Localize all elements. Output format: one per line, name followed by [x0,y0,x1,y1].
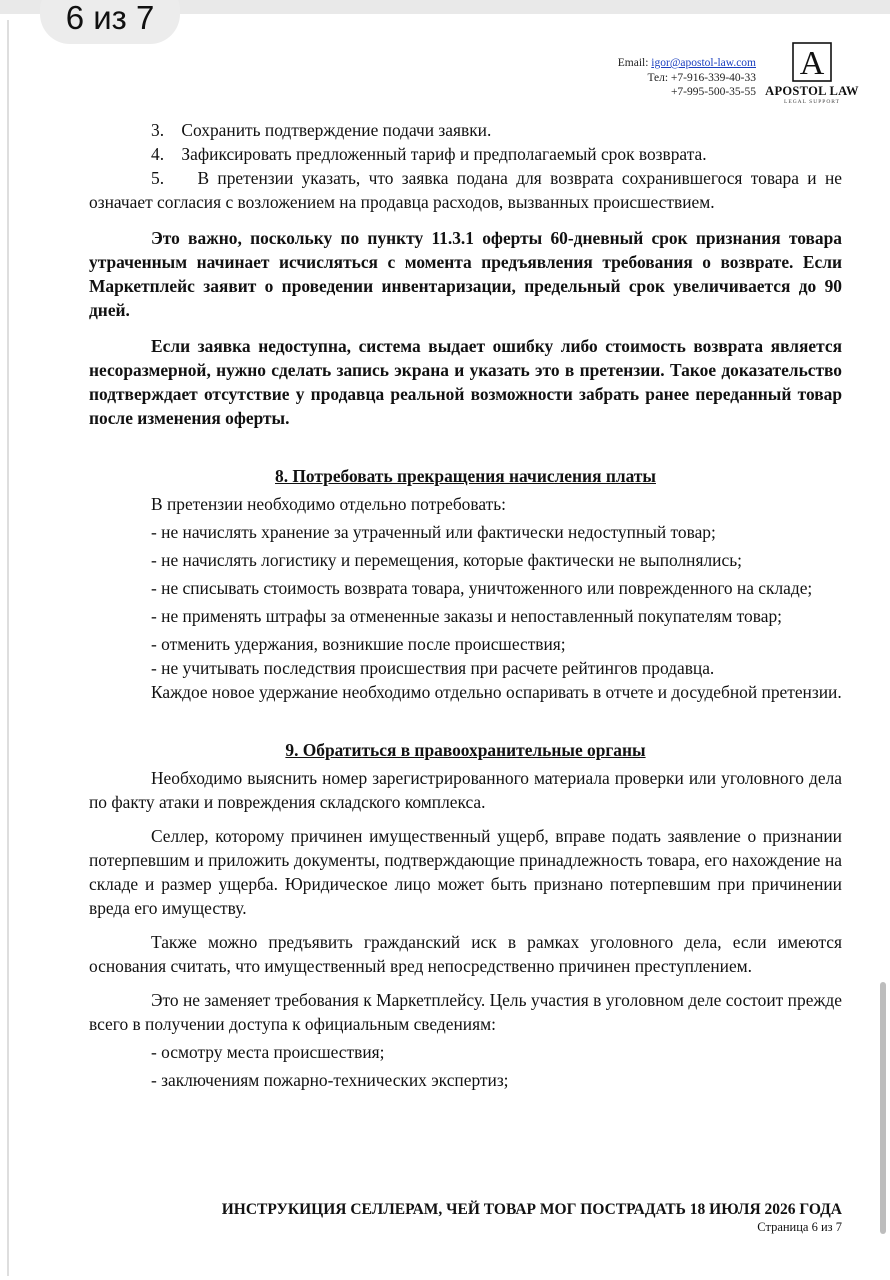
section-8-item: - не учитывать последствия происшествия при расчете рейтингов продавца. [151,658,715,678]
section-9-item: - заключениям пожарно-технических экспертиз; [151,1070,509,1090]
logo-mark-icon [792,42,832,82]
important-note: Это важно, поскольку по пункту 11.3.1 оферты 60-дневный срок признания товара утраченным начинает исчисляться с момента предъявления требования о возврате. Если Маркетплейс заявит о проведении инвентаризации, предельный срок увеличивается до 90 дней. [89,228,842,320]
scrollbar-thumb[interactable] [880,982,886,1234]
step-3: 3. Сохранить подтверждение подачи заявки. [151,120,492,140]
section-8-item: - не начислять хранение за утраченный или фактически недоступный товар; [151,522,716,542]
section-9-paragraph: Также можно предъявить гражданский иск в рамках уголовного дела, если имеются основания считать, что имущественный вред непосредственно причинен преступлением. [89,932,842,976]
step-5: 5. В претензии указать, что заявка подана для возврата сохранившегося товара и не означает согласия с возложением на продавца расходов, вызванных происшествием. [89,168,842,212]
unavailable-note: Если заявка недоступна, система выдает ошибку либо стоимость возврата является несоразмерной, нужно сделать запись экрана и указать это в претензии. Такое доказательство подтверждает отсутствие у продавца реальной возможности забрать ранее переданный товар после изменения оферты. [89,336,842,428]
phone-line-1: Тел: +7-916-339-40-33 [647,71,756,84]
step-4: 4. Зафиксировать предложенный тариф и предполагаемый срок возврата. [151,144,707,164]
footer-page-number: Страница 6 из 7 [757,1220,842,1234]
document-body [89,118,842,1092]
page-indicator: 6 из 7 [40,0,180,44]
email-link[interactable]: igor@apostol-law.com [651,57,756,69]
section-9-heading: 9. Обратиться в правоохранительные органы [285,740,646,760]
page-edge [7,20,9,1276]
section-9-item: - осмотру места происшествия; [151,1042,385,1062]
email-line [618,56,756,71]
apostol-law-logo [765,42,859,105]
logo-brand-text: APOSTOL LAW [765,84,859,98]
section-8-item: - не списывать стоимость возврата товара, уничтоженного или поврежденного на складе; [151,578,813,598]
section-8-intro: В претензии необходимо отдельно потребовать: [151,494,506,514]
footer-title: ИНСТРУКИЦИЯ СЕЛЛЕРАМ, ЧЕЙ ТОВАР МОГ ПОСТРАДАТЬ 18 ИЮЛЯ 2026 ГОДА [221,1201,842,1218]
section-8-heading: 8. Потребовать прекращения начисления платы [275,466,656,486]
section-8-item: - не начислять логистику и перемещения, которые фактически не выполнялись; [151,550,742,570]
logo-subtitle: LEGAL SUPPORT [783,99,840,105]
section-9-paragraph: Необходимо выяснить номер зарегистрированного материала проверки или уголовного дела по факту атаки и повреждения складского комплекса. [89,768,842,812]
section-8-item: - не применять штрафы за отмененные заказы и непоставленный покупателям товар; [151,606,782,626]
section-8-closing: Каждое новое удержание необходимо отдельно оспаривать в отчете и досудебной претензии. [151,682,842,702]
section-8-item: - отменить удержания, возникшие после происшествия; [151,634,566,654]
section-9-paragraph: Селлер, которому причинен имущественный ущерб, вправе подать заявление о признании потерпевшим и приложить документы, подтверждающие принадлежность товара, его нахождение на складе и размер ущерба. Юридическое лицо может быть признано потерпевшим при причинении вреда его имуществу. [89,826,842,918]
logo-letter: A [799,45,825,82]
section-9-paragraph: Это не заменяет требования к Маркетплейсу. Цель участия в уголовном деле состоит прежде всего в получении доступа к официальным сведениям: [89,990,842,1034]
letterhead-contacts [618,56,756,100]
page-footer [89,1201,842,1235]
phone-line-2: +7-995-500-35-55 [670,86,756,98]
email-label: Email: [617,57,649,69]
